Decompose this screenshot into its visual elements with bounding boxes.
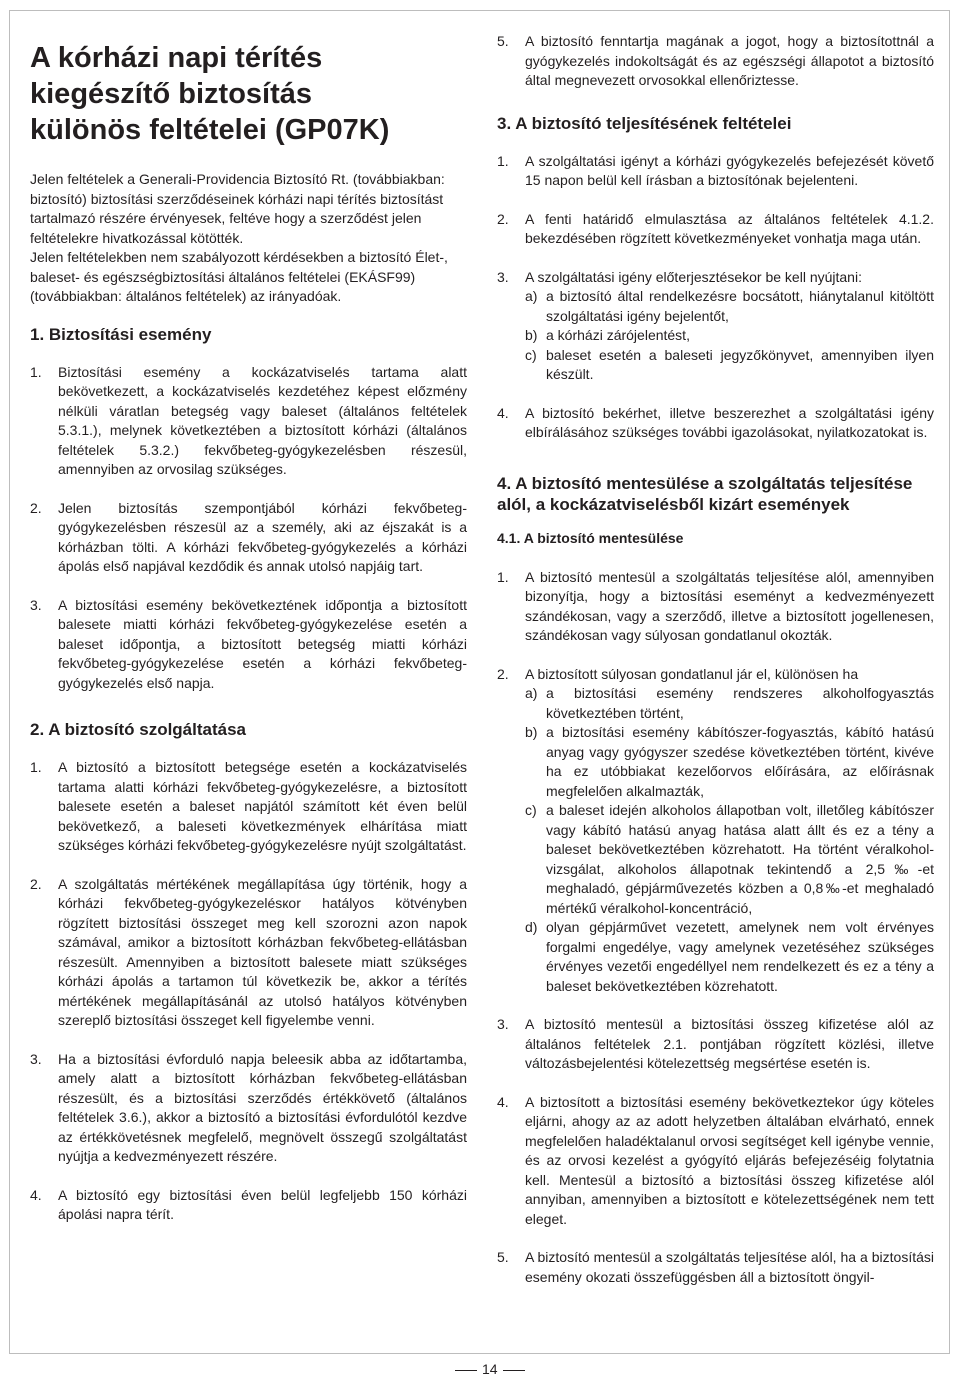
section-2-item-3 xyxy=(30,1050,467,1167)
sub-list xyxy=(525,684,934,996)
right-column xyxy=(497,32,934,1306)
item-text: A biztosító mentesül a szolgáltatás teljesítése alól, ha a biztosítási esemény okozati összefüggésben áll a biztosított öngyil- xyxy=(525,1249,934,1285)
item-text: A szolgáltatás mértékének megállapítása úgy történik, hogy a kórházi fekvőbeteg-gyógykezelésкor hatályos kötvényben rögzített biztosítási összeget meg kell szorozni azon napok számával, amikor a biztosított kórházban fekvőbeteg-ellátásban részesült. Amennyiben a biztosított balesete miatt szükséges kórházi ápolás a tartamon túl következik be, akkor a térítés mértékének megállapításánál az utolsó hatályos kötvényben szereplő biztosítási összeget kell figyelembe venni. xyxy=(58,875,467,1028)
item-text: A biztosított a biztosítási esemény bekövetkeztekor úgy köteles eljárni, ahogy az az adott helyzetben általában elvárható, ennek megfelelően haladéktalanul orvosi segítséget kell igénybe vennie, és az orvosi kezelést a gyógyító eljárás befejezéséig folytatnia kell. Mentesül a biztosító a biztosítási összeg kifizetése alól annyiban, amennyiben a biztosított e kötelezettségének nem tett eleget. xyxy=(525,1093,934,1227)
sub-item-b xyxy=(525,723,934,801)
title-line-2: kiegészítő biztosítás xyxy=(30,78,313,110)
item-text: A szolgáltatási igény előterjesztésekor be kell nyújtani: xyxy=(525,268,862,285)
item-text: A biztosító mentesül a biztosítási összeg kifizetése alól az általános feltételek 2.1. pontjában rögzített közlési, illetve változásbejelentési kötelezettség megsértése esetén is. xyxy=(525,1016,934,1071)
page-number-value: 14 xyxy=(482,1361,498,1377)
sub-text: olyan gépjárművet vezetett, amelynek nem volt érvényes forgalmi engedélye, vagy amelynek vezetéséhez szükséges érvényes vezetői engedéllyel nem rendelkezett és ez a tény a baleset bekövetkeztében közrehatott. xyxy=(546,919,934,994)
title-line-1: A kórházi napi térítés xyxy=(30,42,323,74)
item-text: Jelen biztosítás szempontjából kórházi fekvőbeteg-gyógykezelésben részesül az a személy, aki az éjszakát is a kórházban tölti. A kórházi fekvőbeteg-gyógykezelés a kórházi ápolás első napjával kezdődik és annak utolsó napjáig tart. xyxy=(58,499,467,574)
sub-text: a biztosító által rendelkezésre bocsátott, hiánytalanul kitöltött szolgáltatási igény bejelentőt, xyxy=(546,288,934,324)
section-2-item-1 xyxy=(30,758,467,856)
item-text: Ha a biztosítási évforduló napja beleesik abba az időtartamba, amely alatt a biztosított kórházban fekvőbeteg-ellátásban részesült, és a biztosítási szerződés értékkövető (általános feltételek 3.6.), akkor a biztosító a biztosítási évfordulótól kezdve az értékkövetésnek megfelelő, megnövelt összegű szolgáltatást nyújtja a kedvezményezett részére. xyxy=(58,1050,467,1164)
item-number: 1. xyxy=(30,759,42,775)
item-text: A biztosított súlyosan gondatlanul jár el, különösen ha xyxy=(525,665,859,682)
section-4-item-1 xyxy=(497,568,934,646)
item-number: 1. xyxy=(497,568,509,585)
section-3-item-3 xyxy=(497,268,934,385)
item-number: 2. xyxy=(497,665,509,682)
item-number: 4. xyxy=(30,1186,42,1203)
item-number: 2. xyxy=(30,875,42,892)
section-4-item-3 xyxy=(497,1015,934,1074)
page-number xyxy=(450,1360,530,1378)
sub-letter: c) xyxy=(525,346,537,363)
item-text: Biztosítási esemény a kockázatviselés tartama alatt bekövetkezett, a kockázatviselés kezdetéhez képest előzmény nélküli váratlan betegség vagy baleset (általános feltételek 5.3.1.), melynek következtében a biztosított kórházi (általános feltételek 5.3.2.) fekvőbeteg-gyógykezelésben részesül, amennyiben az orvosilag szükséges. xyxy=(58,363,467,477)
section-4-item-5 xyxy=(497,1248,934,1287)
section-1-item-1 xyxy=(30,363,467,480)
item-number: 2. xyxy=(30,499,42,516)
section-4-heading: 4. A biztosító mentesülése a szolgáltatás teljesítése alól, a kockázatviselésből kizárt események xyxy=(497,473,913,514)
section-3-item-2 xyxy=(497,210,934,249)
section-3-heading: 3. A biztosító teljesítésének feltételei xyxy=(497,113,792,133)
sub-letter: a) xyxy=(525,288,538,304)
sub-item-c xyxy=(525,801,934,918)
intro-paragraph-2: Jelen feltételekben nem szabályozott kérdésekben a biztosító Élet-, baleset- és egészségbiztosítási általános feltételei (EKÁSF99) (továbbiakban: általános feltételek) az irányadóak. xyxy=(30,249,448,304)
section-2-item-4 xyxy=(30,1186,467,1225)
item-number: 2. xyxy=(497,210,509,227)
item-number: 3. xyxy=(30,1050,42,1067)
item-number: 5. xyxy=(497,33,509,49)
title-line-3: különös feltételei (GP07K) xyxy=(30,114,390,146)
sub-text: a baleset idején alkoholos állapotban volt, illetőleg kábítószer vagy kábító hatású anyag hatása alatt állt és ez a tény a baleset bekövetkeztében közrehatott. Ha történt véralkohol-vizsgálat, alkoholos állapotnak tekintendő a 2,5‰-et meghaladó, gépjárművezetés közben a 0,8‰-et meghaladó mértékű véralkohol-koncentráció, xyxy=(546,802,934,916)
section-3-item-4 xyxy=(497,404,934,443)
sub-text: a biztosítási esemény kábítószer-fogyasztás, kábító hatású anyag vagy gyógyszer szedése következtében történt, kivéve ha ez utóbbiakat kezelőorvos előírására, az előírásnak megfelelően alkalmazták, xyxy=(546,724,934,799)
section-1-item-3 xyxy=(30,596,467,694)
sub-text: baleset esetén a baleseti jegyzőkönyvet, amennyiben ilyen készült. xyxy=(546,346,934,382)
sub-item-a xyxy=(525,684,934,723)
sub-item-b xyxy=(525,326,934,346)
item-text: A biztosító egy biztosítási éven belül legfeljebb 150 kórházi ápolási napra térít. xyxy=(58,1186,467,1222)
item-text: A biztosító a biztosított betegsége esetén a kockázatviselés tartama alatti kórházi fekvőbeteg-gyógykezelésre, a biztosított balesete esetén a baleset napjától számított két éven belül bekövetkező, a baleseti következmények elhárítása miatt szükséges kórházi fekvőbeteg-gyógykezelésre nyújt szolgáltatást. xyxy=(58,759,467,853)
item-text: A fenti határidő elmulasztása az általános feltételek 4.1.2. bekezdésében rögzített következményeket vonhatja maga után. xyxy=(525,210,934,246)
sub-item-a xyxy=(525,287,934,326)
section-1-item-2 xyxy=(30,499,467,577)
sub-letter: d) xyxy=(525,919,538,935)
sub-text: a biztosítási esemény rendszeres alkoholfogyasztás következtében történt, xyxy=(546,685,934,721)
left-column xyxy=(30,40,467,1244)
section-2-heading: 2. A biztosító szolgáltatása xyxy=(30,720,247,739)
item-number: 1. xyxy=(30,363,42,380)
item-text: A biztosító fenntartja magának a jogot, hogy a biztosítottnál a gyógykezelés indokoltságát és az egészségi állapotot a biztosító által megnevezett orvosokkal ellenőriztesse. xyxy=(525,33,934,88)
item-text: A biztosítási esemény bekövetkeztének időpontja a biztosított balesete miatti kórházi fekvőbeteg-gyógykezelése esetén a baleset időpontja, a biztosított betegség miatti kórházi fekvőbeteg-gyógykezelése esetén a kórházi fekvőbeteg-gyógykezelés első napja. xyxy=(58,596,467,691)
section-1-heading: 1. Biztosítási esemény xyxy=(30,324,212,344)
page-number-dash-left xyxy=(455,1370,477,1371)
sub-letter: a) xyxy=(525,685,538,701)
item-number: 5. xyxy=(497,1249,509,1265)
intro-paragraph-1: Jelen feltételek a Generali-Providencia Biztosító Rt. (továbbiakban: biztosító) biztosítási szerződéseinek kórházi napi térítés biztosítást tartalmazó részére érvényesek, feltéve hogy a szerződést jelen feltételekre hivatkozással kötötték. xyxy=(30,171,445,246)
item-number: 3. xyxy=(30,596,42,613)
intro xyxy=(30,170,467,307)
section-3-item-1 xyxy=(497,152,934,191)
sub-item-c xyxy=(525,346,934,385)
section-2-item-5 xyxy=(497,32,934,91)
item-number: 4. xyxy=(497,1093,509,1110)
section-4-item-4 xyxy=(497,1093,934,1230)
sub-letter: b) xyxy=(525,724,538,740)
section-2-item-2 xyxy=(30,875,467,1031)
section-4-1-heading: 4.1. A biztosító mentesülése xyxy=(497,529,684,546)
page-number-dash-right xyxy=(503,1370,525,1371)
item-text: A biztosító mentesül a szolgáltatás teljesítése alól, amennyiben bizonyítja, hogy a biztosítási eseményt a kedvezményezett szándékosan, vagy a szerződő, illetve a biztosított jogellenesen, szándékosan vagy súlyosan gondatlanul okozták. xyxy=(525,568,934,643)
sub-text: a kórházi zárójelentést, xyxy=(546,327,690,343)
document-title xyxy=(30,40,467,148)
item-number: 1. xyxy=(497,152,509,169)
item-number: 4. xyxy=(497,404,509,421)
sub-list xyxy=(525,287,934,385)
sub-item-d xyxy=(525,918,934,996)
item-text: A szolgáltatási igényt a kórházi gyógykezelés befejezését követő 15 napon belül kell írásban a biztosítónak bejelenteni. xyxy=(525,152,934,188)
item-text: A biztosító bekérhet, illetve beszerezhet a szolgáltatási igény elbírálásához szükséges további igazolásokat, nyilatkozatokat is. xyxy=(525,404,934,440)
item-number: 3. xyxy=(497,268,509,285)
sub-letter: b) xyxy=(525,327,538,343)
item-number: 3. xyxy=(497,1016,509,1032)
sub-letter: c) xyxy=(525,802,537,818)
section-4-item-2 xyxy=(497,665,934,997)
